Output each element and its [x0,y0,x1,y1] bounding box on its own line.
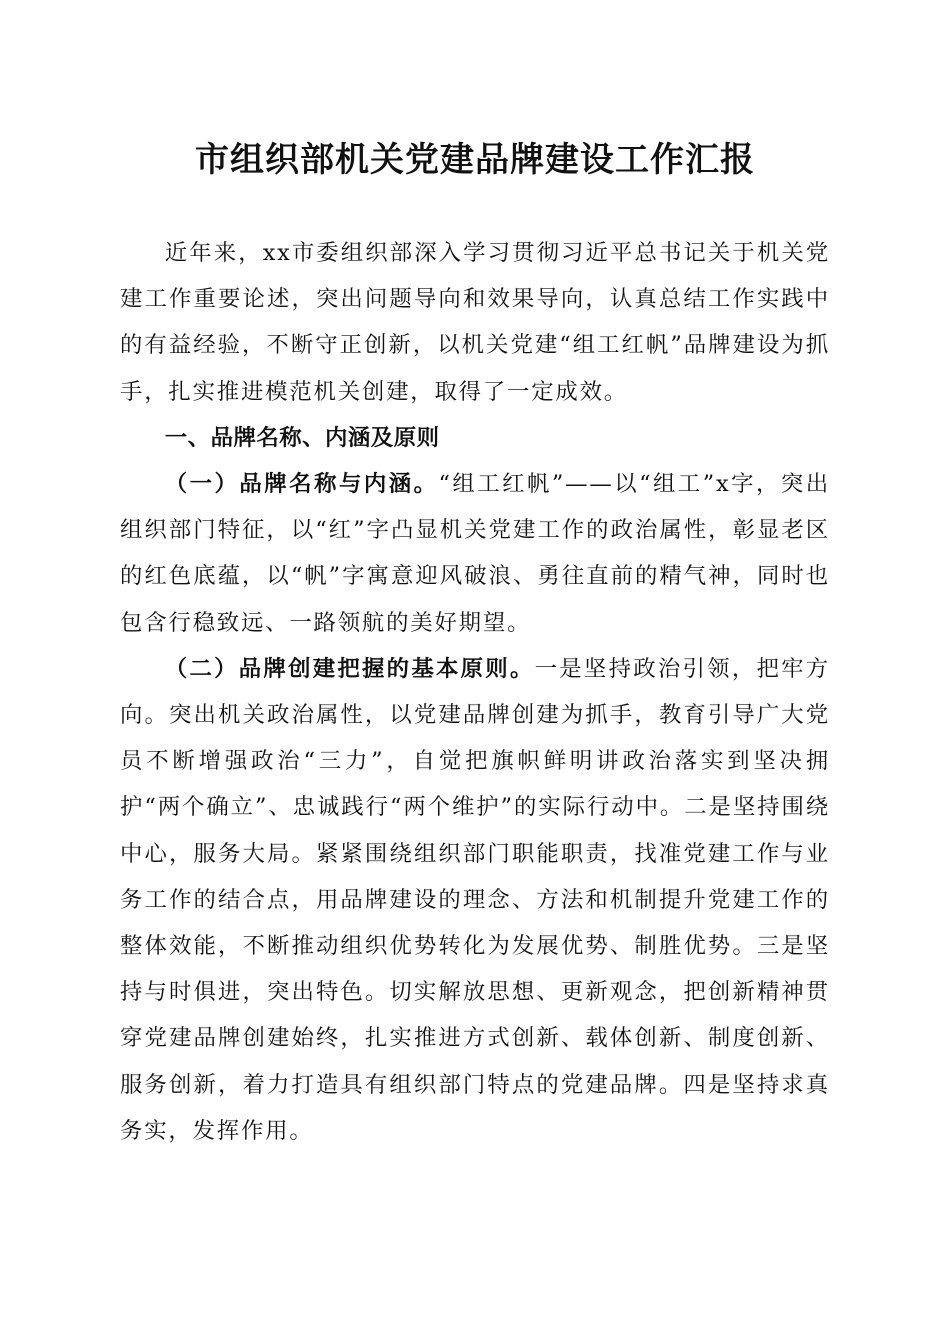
subsection-2-lead: （二）品牌创建把握的基本原则。 [164,655,535,682]
document-title: 市组织部机关党建品牌建设工作汇报 [195,140,755,180]
intro-paragraph: 近年来，xx市委组织部深入学习贯彻习近平总书记关于机关党建工作重要论述，突出问题导向和效果导向，认真总结工作实践中的有益经验，不断守正创新，以机关党建“组工红帆”品牌建设为抓手，扎实推进模范机关创建，取得了一定成效。 [120,240,830,405]
subsection-1-text: “组工红帆”——以“组工”x字，突出组织部门特征，以“红”字凸显机关党建工作的政治属性，彰显老区的红色底蕴，以“帆”字寓意迎风破浪、勇往直前的精气神，同时也包含行稳致远、一路领航的美好期望。 [120,471,830,636]
subsection-2-text: 一是坚持政治引领，把牢方向。突出机关政治属性，以党建品牌创建为抓手，教育引导广大党员不断增强政治“三力”，自觉把旗帜鲜明讲政治落实到坚决拥护“两个确立”、忠诚践行“两个维护”的实际行动中。二是坚持围绕中心，服务大局。紧紧围绕组织部门职能职责，找准党建工作与业务工作的结合点，用品牌建设的理念、方法和机制提升党建工作的整体效能，不断推动组织优势转化为发展优势、制胜优势。三是坚持与时俱进，突出特色。切实解放思想、更新观念，把创新精神贯穿党建品牌创建始终，扎实推进方式创新、载体创新、制度创新、服务创新，着力打造具有组织部门特点的党建品牌。四是坚持求真务实，发挥作用。 [120,655,830,1144]
subsection-1-paragraph [120,461,830,646]
document-body [120,230,830,1154]
section-heading: 一、品牌名称、内涵及原则 [164,424,440,451]
subsection-2-paragraph [120,646,830,1154]
subsection-1-lead: （一）品牌名称与内涵。 [164,471,439,498]
